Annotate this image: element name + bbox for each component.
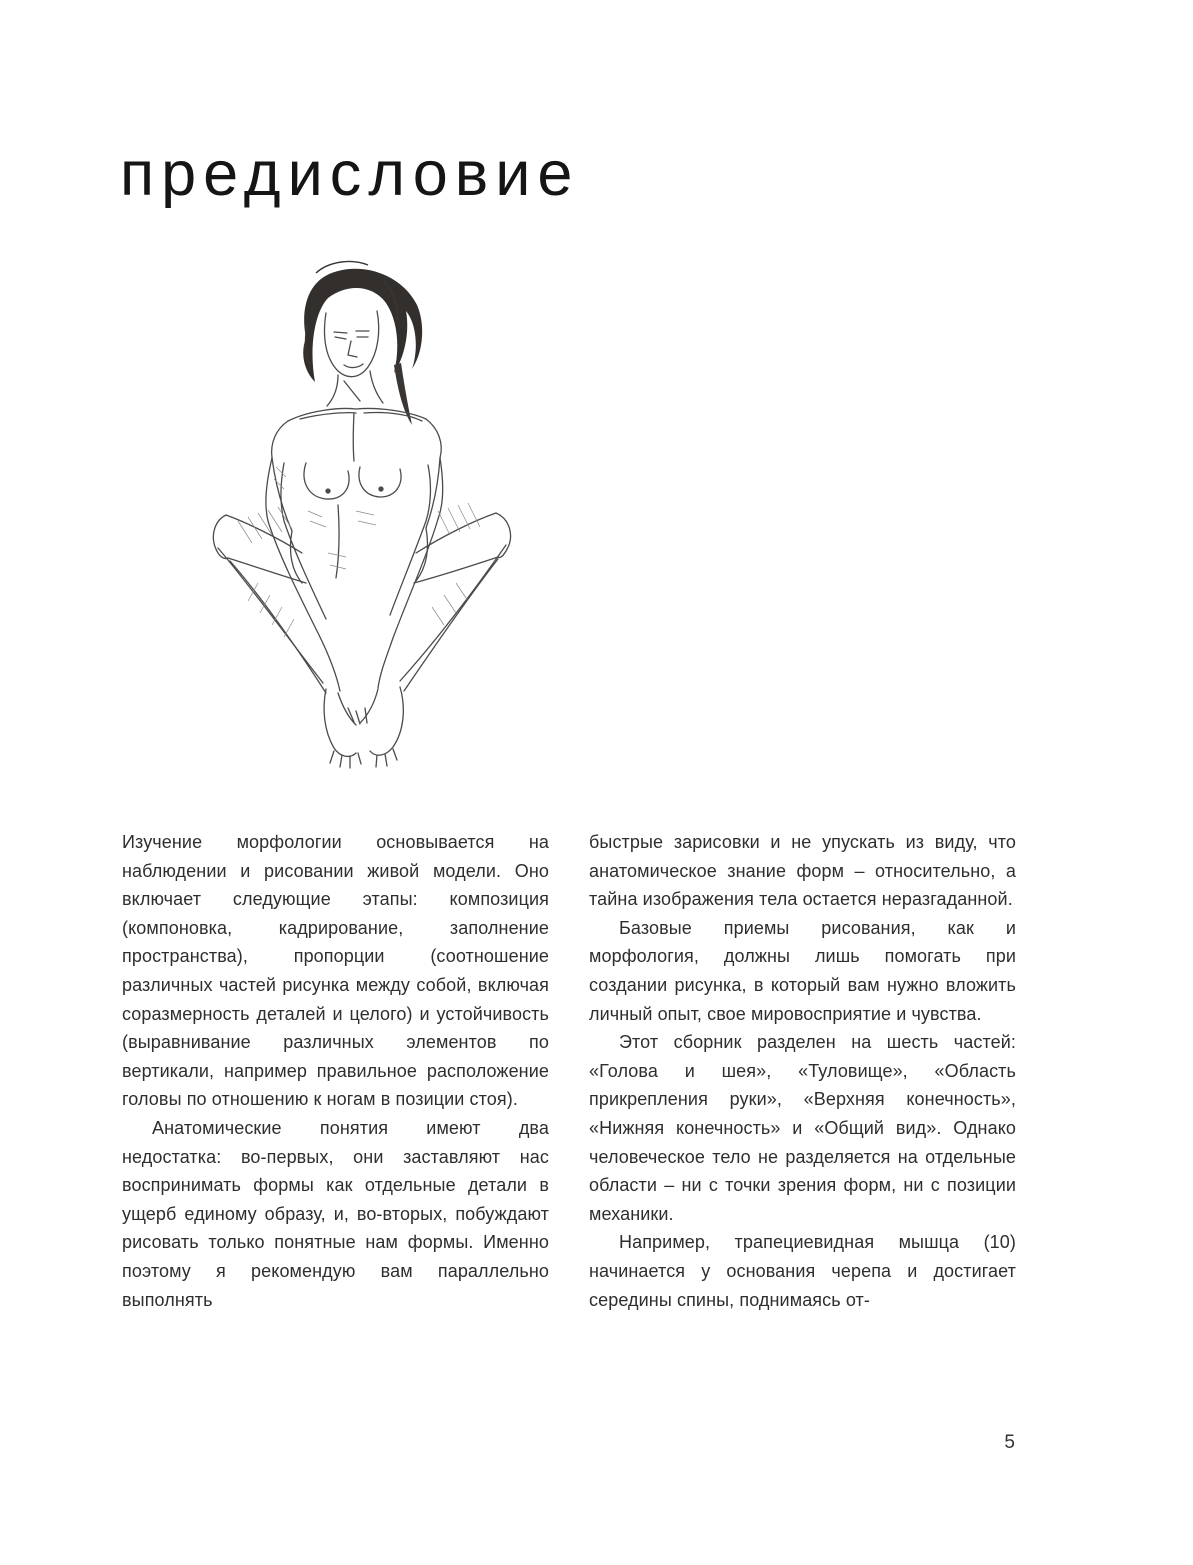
paragraph: Изучение морфологии основывается на наблюдении и рисовании живой модели. Оно включает следующие этапы: композиция (компоновка, кадрирование, заполнение пространства), пропорции (соотношение различных частей рисунка между собой, включая соразмерность деталей и целого) и устойчивость (выравнивание различных элементов по вертикали, например правильное расположение головы по отношению к ногам в позиции стоя). bbox=[122, 832, 549, 1110]
paragraph: Базовые приемы рисования, как и морфология, должны лишь помогать при создании рисунка, в который вам нужно вложить личный опыт, свое мировосприятие и чувства. bbox=[589, 917, 1016, 1024]
hatching-lines bbox=[238, 467, 480, 637]
paragraph: Анатомические понятия имеют два недостатка: во-первых, они заставляют нас воспринимать формы как отдельные детали в ущерб единому образу, и, во-вторых, побуждают рисовать только понятные нам формы. Именно поэтому я рекомендую вам параллельно выполнять bbox=[122, 1117, 549, 1310]
torso-outline bbox=[272, 408, 442, 583]
figure-sketch bbox=[188, 252, 538, 804]
seated-figure-sketch-svg bbox=[188, 252, 538, 804]
arms-and-hands bbox=[266, 458, 443, 725]
legs-and-feet bbox=[213, 513, 510, 768]
page-number: 5 bbox=[1004, 1432, 1015, 1453]
paragraph: Например, трапециевидная мышца (10) начинается у основания черепа и достигает середины спины, поднимаясь от- bbox=[589, 1232, 1016, 1310]
paragraph: быстрые зарисовки и не упускать из виду, что анатомическое знание форм – относительно, а тайна изображения тела остается неразгаданной. bbox=[589, 832, 1016, 910]
right-column bbox=[589, 828, 1016, 1314]
paragraph: Этот сборник разделен на шесть частей: «Голова и шея», «Туловище», «Область прикрепления руки», «Верхняя конечность», «Нижняя конечность» и «Общий вид». Однако человеческое тело не разделяется на отдельные области – ни с точки зрения форм, ни с позиции механики. bbox=[589, 1032, 1016, 1224]
chapter-title: предисловие bbox=[120, 139, 580, 209]
face-and-neck bbox=[325, 311, 384, 406]
left-column bbox=[122, 828, 549, 1314]
hair bbox=[303, 262, 422, 425]
text-columns bbox=[122, 828, 1016, 1314]
